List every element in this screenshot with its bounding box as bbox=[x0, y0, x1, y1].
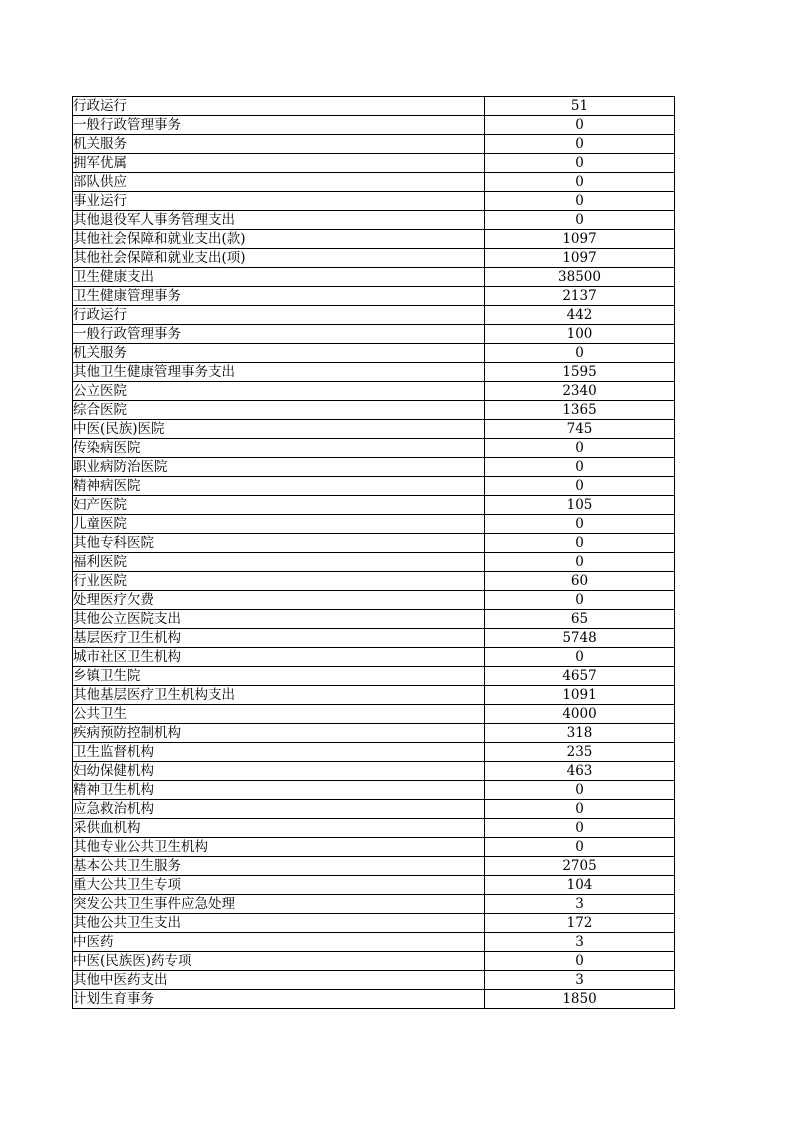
row-label: 中医药 bbox=[73, 933, 485, 952]
row-label: 精神卫生机构 bbox=[73, 781, 485, 800]
row-value: 1097 bbox=[485, 249, 675, 268]
table-row bbox=[73, 344, 675, 363]
row-value: 105 bbox=[485, 496, 675, 515]
table-row bbox=[73, 325, 675, 344]
row-value: 2340 bbox=[485, 382, 675, 401]
budget-table-body bbox=[73, 97, 675, 1009]
row-label: 职业病防治医院 bbox=[73, 458, 485, 477]
table-row bbox=[73, 857, 675, 876]
table-row bbox=[73, 762, 675, 781]
row-value: 51 bbox=[485, 97, 675, 116]
row-value: 0 bbox=[485, 781, 675, 800]
table-row bbox=[73, 781, 675, 800]
table-row bbox=[73, 439, 675, 458]
table-row bbox=[73, 667, 675, 686]
table-row bbox=[73, 952, 675, 971]
row-value: 463 bbox=[485, 762, 675, 781]
row-value: 1365 bbox=[485, 401, 675, 420]
row-label: 公共卫生 bbox=[73, 705, 485, 724]
table-row bbox=[73, 591, 675, 610]
table-row bbox=[73, 382, 675, 401]
row-label: 其他中医药支出 bbox=[73, 971, 485, 990]
table-row bbox=[73, 116, 675, 135]
row-label: 应急救治机构 bbox=[73, 800, 485, 819]
row-value: 0 bbox=[485, 819, 675, 838]
row-value: 38500 bbox=[485, 268, 675, 287]
table-row bbox=[73, 268, 675, 287]
row-value: 0 bbox=[485, 648, 675, 667]
row-value: 0 bbox=[485, 952, 675, 971]
table-row bbox=[73, 230, 675, 249]
table-row bbox=[73, 363, 675, 382]
row-label: 其他基层医疗卫生机构支出 bbox=[73, 686, 485, 705]
table-row bbox=[73, 553, 675, 572]
row-value: 60 bbox=[485, 572, 675, 591]
table-row bbox=[73, 629, 675, 648]
table-row bbox=[73, 724, 675, 743]
table-row bbox=[73, 97, 675, 116]
row-label: 行政运行 bbox=[73, 306, 485, 325]
table-row bbox=[73, 249, 675, 268]
row-label: 综合医院 bbox=[73, 401, 485, 420]
row-label: 行业医院 bbox=[73, 572, 485, 591]
row-label: 乡镇卫生院 bbox=[73, 667, 485, 686]
row-label: 其他公共卫生支出 bbox=[73, 914, 485, 933]
table-row bbox=[73, 458, 675, 477]
row-label: 机关服务 bbox=[73, 135, 485, 154]
row-value: 0 bbox=[485, 211, 675, 230]
row-value: 1595 bbox=[485, 363, 675, 382]
row-value: 3 bbox=[485, 895, 675, 914]
table-row bbox=[73, 895, 675, 914]
table-row bbox=[73, 990, 675, 1009]
table-row bbox=[73, 534, 675, 553]
row-label: 重大公共卫生专项 bbox=[73, 876, 485, 895]
row-value: 0 bbox=[485, 515, 675, 534]
row-label: 公立医院 bbox=[73, 382, 485, 401]
row-value: 3 bbox=[485, 933, 675, 952]
row-label: 计划生育事务 bbox=[73, 990, 485, 1009]
row-label: 中医(民族医)药专项 bbox=[73, 952, 485, 971]
row-value: 2137 bbox=[485, 287, 675, 306]
row-label: 突发公共卫生事件应急处理 bbox=[73, 895, 485, 914]
row-label: 行政运行 bbox=[73, 97, 485, 116]
table-row bbox=[73, 211, 675, 230]
row-value: 0 bbox=[485, 116, 675, 135]
row-value: 1091 bbox=[485, 686, 675, 705]
row-value: 1097 bbox=[485, 230, 675, 249]
row-value: 2705 bbox=[485, 857, 675, 876]
row-label: 城市社区卫生机构 bbox=[73, 648, 485, 667]
row-value: 0 bbox=[485, 553, 675, 572]
row-label: 卫生健康支出 bbox=[73, 268, 485, 287]
row-value: 4657 bbox=[485, 667, 675, 686]
row-value: 0 bbox=[485, 192, 675, 211]
table-row bbox=[73, 648, 675, 667]
row-label: 部队供应 bbox=[73, 173, 485, 192]
table-row bbox=[73, 610, 675, 629]
table-row bbox=[73, 819, 675, 838]
table-row bbox=[73, 515, 675, 534]
row-label: 疾病预防控制机构 bbox=[73, 724, 485, 743]
table-row bbox=[73, 306, 675, 325]
row-label: 机关服务 bbox=[73, 344, 485, 363]
row-label: 基本公共卫生服务 bbox=[73, 857, 485, 876]
row-value: 0 bbox=[485, 800, 675, 819]
table-row bbox=[73, 705, 675, 724]
table-row bbox=[73, 287, 675, 306]
row-label: 其他公立医院支出 bbox=[73, 610, 485, 629]
row-value: 0 bbox=[485, 477, 675, 496]
row-value: 172 bbox=[485, 914, 675, 933]
row-value: 4000 bbox=[485, 705, 675, 724]
row-value: 65 bbox=[485, 610, 675, 629]
row-label: 事业运行 bbox=[73, 192, 485, 211]
row-value: 0 bbox=[485, 173, 675, 192]
row-label: 中医(民族)医院 bbox=[73, 420, 485, 439]
row-label: 其他退役军人事务管理支出 bbox=[73, 211, 485, 230]
row-label: 其他社会保障和就业支出(款) bbox=[73, 230, 485, 249]
row-value: 0 bbox=[485, 439, 675, 458]
row-value: 235 bbox=[485, 743, 675, 762]
row-label: 拥军优属 bbox=[73, 154, 485, 173]
table-row bbox=[73, 154, 675, 173]
row-label: 卫生监督机构 bbox=[73, 743, 485, 762]
table-row bbox=[73, 914, 675, 933]
row-label: 精神病医院 bbox=[73, 477, 485, 496]
row-value: 0 bbox=[485, 458, 675, 477]
row-label: 传染病医院 bbox=[73, 439, 485, 458]
row-label: 采供血机构 bbox=[73, 819, 485, 838]
table-row bbox=[73, 135, 675, 154]
table-row bbox=[73, 838, 675, 857]
table-row bbox=[73, 800, 675, 819]
table-row bbox=[73, 686, 675, 705]
row-label: 其他卫生健康管理事务支出 bbox=[73, 363, 485, 382]
row-label: 福利医院 bbox=[73, 553, 485, 572]
row-value: 745 bbox=[485, 420, 675, 439]
row-label: 儿童医院 bbox=[73, 515, 485, 534]
row-label: 其他社会保障和就业支出(项) bbox=[73, 249, 485, 268]
row-label: 其他专科医院 bbox=[73, 534, 485, 553]
table-row bbox=[73, 496, 675, 515]
table-row bbox=[73, 192, 675, 211]
row-value: 5748 bbox=[485, 629, 675, 648]
row-value: 100 bbox=[485, 325, 675, 344]
table-row bbox=[73, 420, 675, 439]
table-row bbox=[73, 933, 675, 952]
row-label: 一般行政管理事务 bbox=[73, 325, 485, 344]
row-value: 0 bbox=[485, 135, 675, 154]
row-label: 妇幼保健机构 bbox=[73, 762, 485, 781]
row-value: 1850 bbox=[485, 990, 675, 1009]
row-value: 0 bbox=[485, 344, 675, 363]
row-label: 基层医疗卫生机构 bbox=[73, 629, 485, 648]
table-row bbox=[73, 477, 675, 496]
row-value: 0 bbox=[485, 591, 675, 610]
row-label: 妇产医院 bbox=[73, 496, 485, 515]
row-value: 0 bbox=[485, 154, 675, 173]
table-row bbox=[73, 876, 675, 895]
row-label: 处理医疗欠费 bbox=[73, 591, 485, 610]
table-row bbox=[73, 971, 675, 990]
row-label: 卫生健康管理事务 bbox=[73, 287, 485, 306]
table-row bbox=[73, 572, 675, 591]
row-value: 0 bbox=[485, 838, 675, 857]
budget-table bbox=[72, 96, 675, 1009]
table-row bbox=[73, 401, 675, 420]
row-value: 104 bbox=[485, 876, 675, 895]
row-label: 其他专业公共卫生机构 bbox=[73, 838, 485, 857]
row-value: 3 bbox=[485, 971, 675, 990]
row-label: 一般行政管理事务 bbox=[73, 116, 485, 135]
row-value: 442 bbox=[485, 306, 675, 325]
row-value: 318 bbox=[485, 724, 675, 743]
row-value: 0 bbox=[485, 534, 675, 553]
table-row bbox=[73, 743, 675, 762]
table-row bbox=[73, 173, 675, 192]
